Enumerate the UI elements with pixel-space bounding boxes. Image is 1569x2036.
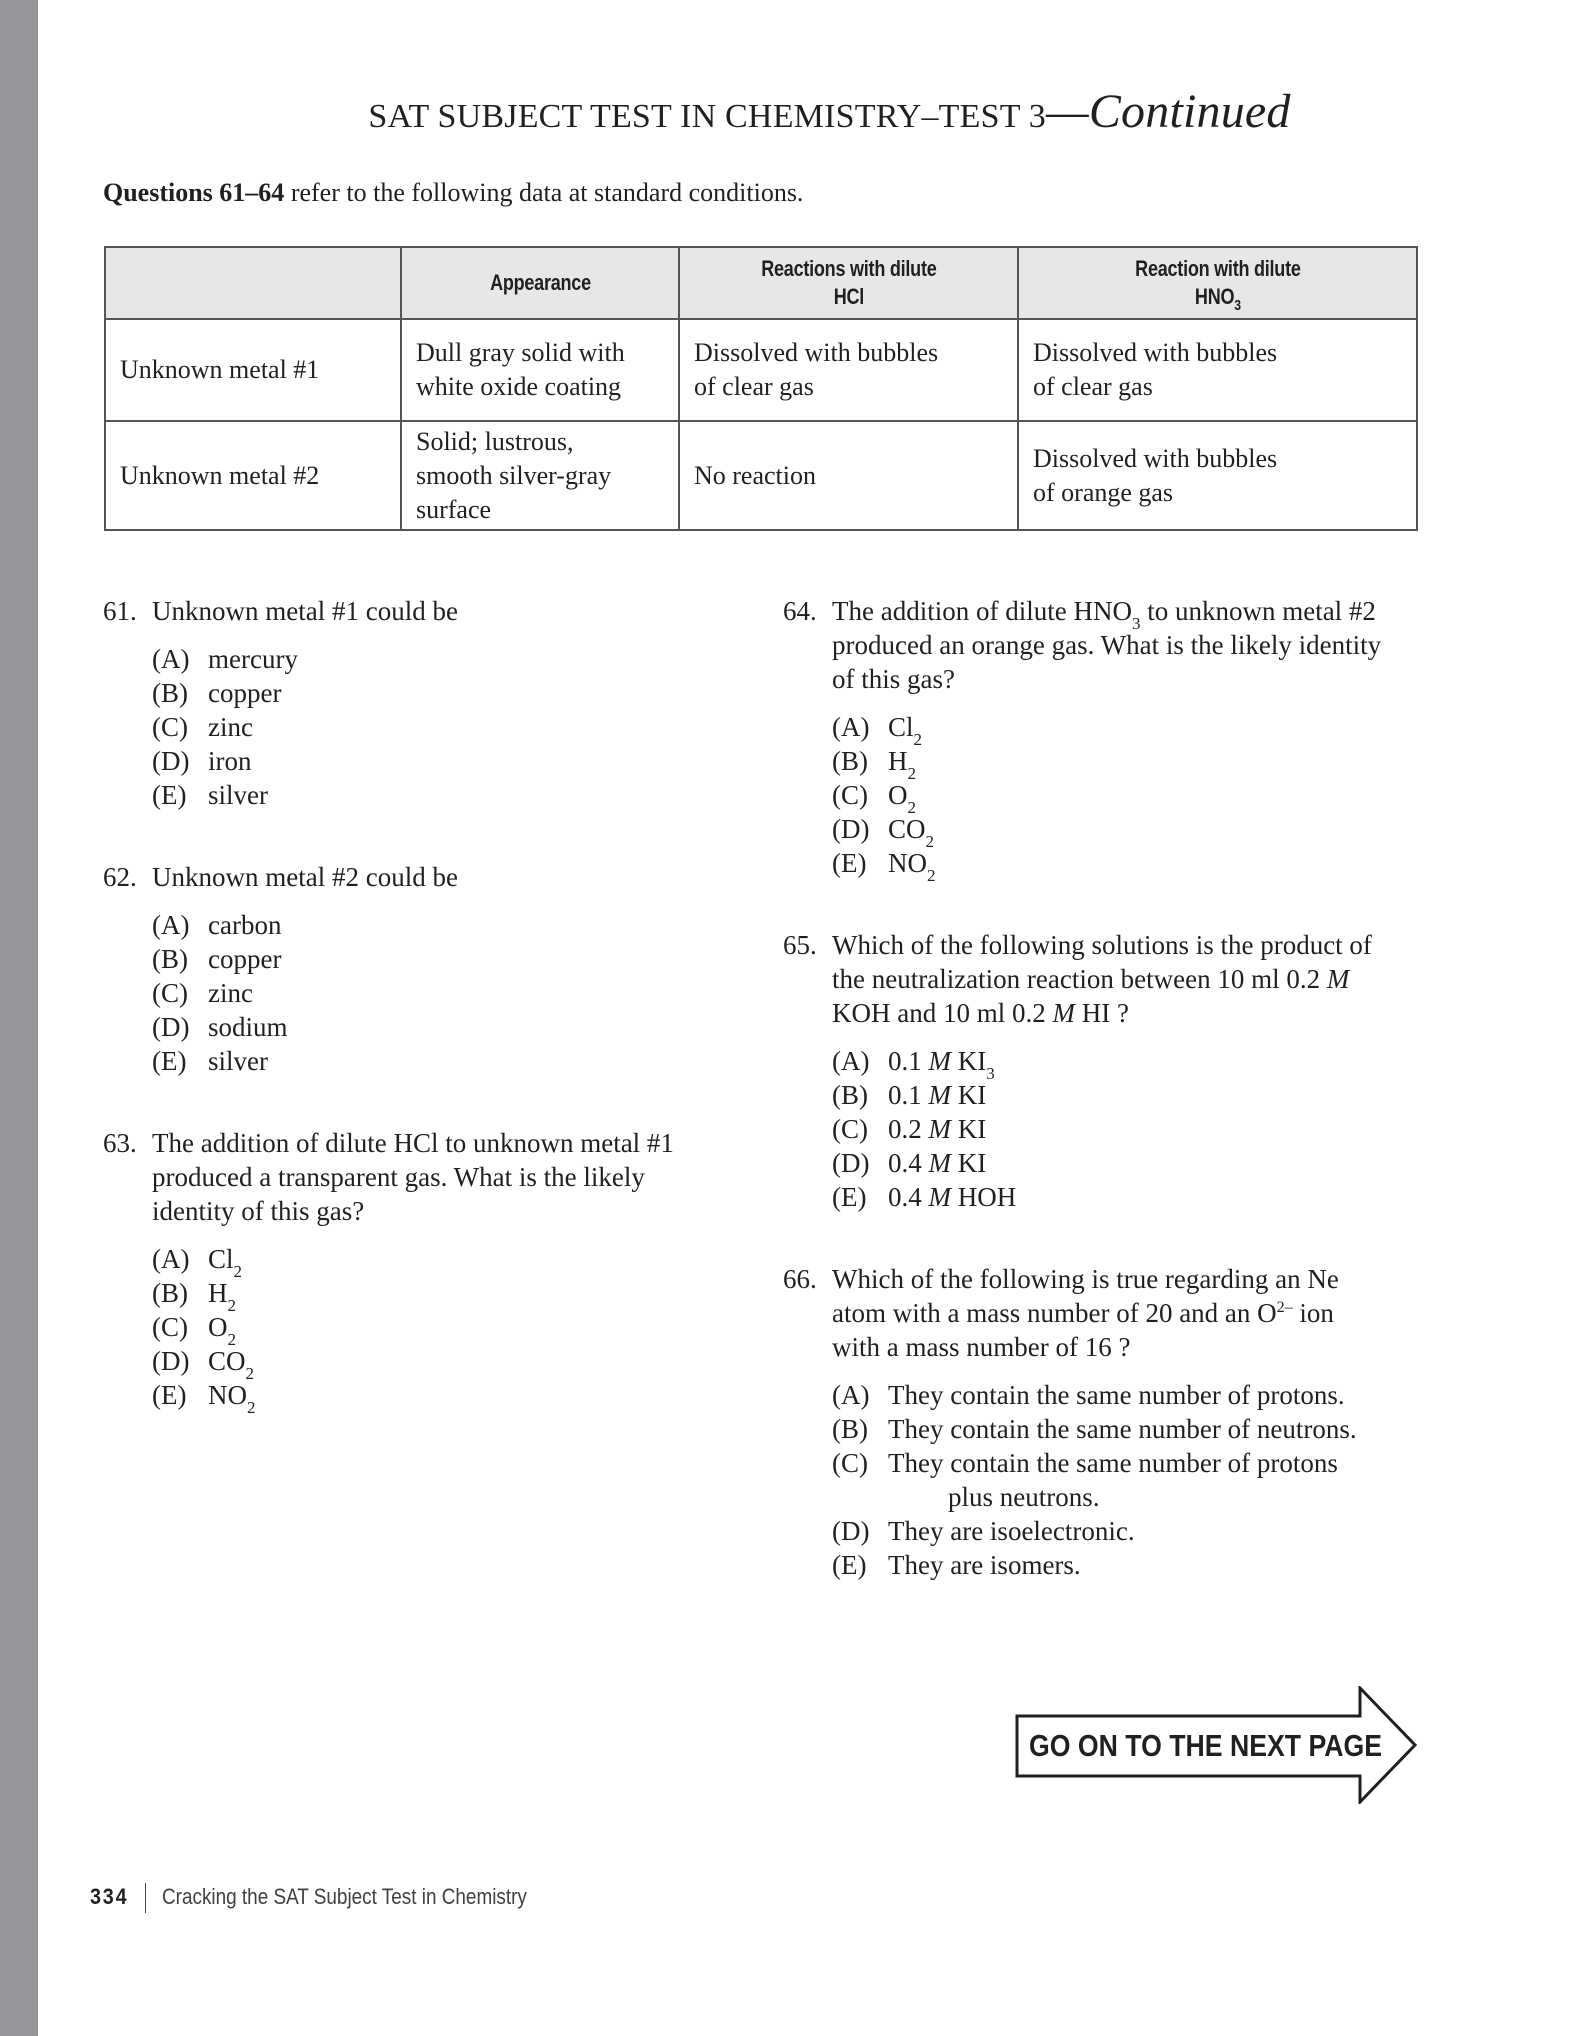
cell-hcl: No reaction bbox=[679, 421, 1018, 530]
answer-choice-d[interactable]: (D) They are isoelectronic. bbox=[832, 1516, 1135, 1546]
question-number: 64. bbox=[783, 596, 817, 626]
footer-divider bbox=[145, 1883, 146, 1913]
answer-choice-e[interactable]: (E) silver bbox=[152, 780, 268, 810]
question-65 bbox=[783, 928, 1423, 1214]
cell-appearance: Dull gray solid with white oxide coating bbox=[401, 319, 679, 421]
answer-choice-e[interactable]: (E) silver bbox=[152, 1046, 268, 1076]
question-62 bbox=[103, 860, 723, 1078]
answer-choice-a[interactable]: (A) $Cl_2$ bbox=[152, 1244, 243, 1281]
book-title: Cracking the SAT Subject Test in Chemistry bbox=[161, 1884, 527, 1909]
table-header-empty bbox=[105, 247, 401, 319]
question-stem: The addition of dilute $HNO_3$ to unknown metal #2 produced an orange gas. What is the likely identity of this gas? bbox=[832, 596, 1382, 694]
answer-choices bbox=[832, 710, 1423, 885]
left-question-column bbox=[103, 594, 723, 1417]
answer-choice-c[interactable]: (C) $O_2$ bbox=[832, 780, 916, 817]
row-label: Unknown metal #2 bbox=[105, 421, 401, 530]
right-question-column bbox=[783, 594, 1423, 1582]
question-stem: The addition of dilute HCl to unknown metal #1 produced a transparent gas. What is the likely identity of this gas? bbox=[152, 1128, 674, 1226]
page-title-main: SAT SUBJECT TEST IN CHEMISTRY–TEST 3 bbox=[368, 98, 1046, 135]
answer-choice-b[interactable]: (B) $H_2$ bbox=[152, 1278, 236, 1315]
answer-choice-d[interactable]: (D) $CO_2$ bbox=[152, 1346, 255, 1383]
answer-choices bbox=[152, 1242, 723, 1417]
table-row bbox=[105, 319, 1417, 421]
cell-hcl: Dissolved with bubbles of clear gas bbox=[679, 319, 1018, 421]
answer-choice-b[interactable]: (B) $H_2$ bbox=[832, 746, 916, 783]
spacer bbox=[783, 880, 1423, 928]
answer-choices bbox=[832, 1044, 1423, 1214]
intro-text: refer to the following data at standard conditions. bbox=[284, 178, 804, 207]
answer-choice-d[interactable]: (D) 0.4 M KI bbox=[832, 1148, 987, 1178]
answer-choice-d[interactable]: (D) iron bbox=[152, 746, 252, 776]
page-edge-bar bbox=[0, 0, 38, 2036]
page-footer bbox=[90, 1882, 586, 1916]
answer-choice-e[interactable]: (E) 0.4 M HOH bbox=[832, 1182, 1017, 1212]
page-title bbox=[0, 84, 1569, 139]
answer-choice-d[interactable]: (D) sodium bbox=[152, 1012, 288, 1042]
question-63 bbox=[103, 1126, 723, 1417]
answer-choice-c[interactable]: (C) zinc bbox=[152, 978, 253, 1008]
table-header-hcl: Reactions with dilute HCl bbox=[679, 247, 1018, 319]
row-label: Unknown metal #1 bbox=[105, 319, 401, 421]
next-page-label: GO ON TO THE NEXT PAGE bbox=[1029, 1728, 1383, 1763]
answer-choice-a[interactable]: (A) 0.1 M $KI_3$ bbox=[832, 1046, 995, 1083]
table-row bbox=[105, 421, 1417, 530]
table-header-hno3: Reaction with dilute $HNO_3$ bbox=[1018, 247, 1417, 319]
page-number: 334 bbox=[90, 1884, 129, 1909]
table-header-row bbox=[105, 247, 1417, 319]
question-number: 66. bbox=[783, 1264, 817, 1294]
question-61 bbox=[103, 594, 723, 812]
question-stem: Unknown metal #2 could be bbox=[152, 862, 458, 892]
question-66 bbox=[783, 1262, 1423, 1582]
answer-choice-a[interactable]: (A) carbon bbox=[152, 910, 282, 940]
question-64 bbox=[783, 594, 1423, 885]
question-number: 63. bbox=[103, 1128, 137, 1158]
answer-choice-a[interactable]: (A) They contain the same number of protons. bbox=[832, 1380, 1345, 1410]
answer-choice-e[interactable]: (E) $NO_2$ bbox=[832, 848, 936, 885]
answer-choices bbox=[152, 908, 723, 1078]
cell-hno3: Dissolved with bubbles of clear gas bbox=[1018, 319, 1417, 421]
spacer bbox=[103, 812, 723, 860]
answer-choice-b[interactable]: (B) copper bbox=[152, 944, 282, 974]
question-stem: Which of the following is true regarding an Ne atom with a mass number of 20 and an $O^{2-}$ ion with a mass number of 16 ? bbox=[832, 1264, 1339, 1362]
page-title-continued: —Continued bbox=[1045, 85, 1291, 138]
spacer bbox=[783, 1214, 1423, 1262]
question-stem: Which of the following solutions is the product of the neutralization reaction between 10 ml 0.2 M KOH and 10 ml 0.2 M HI ? bbox=[832, 930, 1372, 1028]
metal-data-table bbox=[104, 246, 1418, 531]
answer-choice-d[interactable]: (D) $CO_2$ bbox=[832, 814, 935, 851]
table-header-appearance: Appearance bbox=[401, 247, 679, 319]
answer-choice-c[interactable]: (C) zinc bbox=[152, 712, 253, 742]
answer-choice-b[interactable]: (B) 0.1 M KI bbox=[832, 1080, 987, 1110]
answer-choice-e[interactable]: (E) $NO_2$ bbox=[152, 1380, 256, 1417]
answer-choice-e[interactable]: (E) They are isomers. bbox=[832, 1550, 1081, 1580]
cell-appearance: Solid; lustrous, smooth silver-gray surface bbox=[401, 421, 679, 530]
question-stem: Unknown metal #1 could be bbox=[152, 596, 458, 626]
question-number: 65. bbox=[783, 930, 817, 960]
go-to-next-page-arrow[interactable] bbox=[1015, 1686, 1417, 1804]
cell-hno3: Dissolved with bubbles of orange gas bbox=[1018, 421, 1417, 530]
answer-choices bbox=[152, 642, 723, 812]
answer-choice-b[interactable]: (B) copper bbox=[152, 678, 282, 708]
questions-range: Questions 61–64 bbox=[103, 178, 285, 207]
answer-choice-a[interactable]: (A) mercury bbox=[152, 644, 298, 674]
answer-choice-b[interactable]: (B) They contain the same number of neutrons. bbox=[832, 1414, 1357, 1444]
questions-intro bbox=[103, 178, 803, 208]
answer-choice-c[interactable]: (C) 0.2 M KI bbox=[832, 1114, 987, 1144]
answer-choice-c[interactable]: (C) They contain the same number of protons plus neutrons. bbox=[832, 1448, 1338, 1512]
answer-choice-a[interactable]: (A) $Cl_2$ bbox=[832, 712, 923, 749]
spacer bbox=[103, 1078, 723, 1126]
question-number: 62. bbox=[103, 862, 137, 892]
answer-choices bbox=[832, 1378, 1423, 1582]
answer-choice-c[interactable]: (C) $O_2$ bbox=[152, 1312, 236, 1349]
question-number: 61. bbox=[103, 596, 137, 626]
